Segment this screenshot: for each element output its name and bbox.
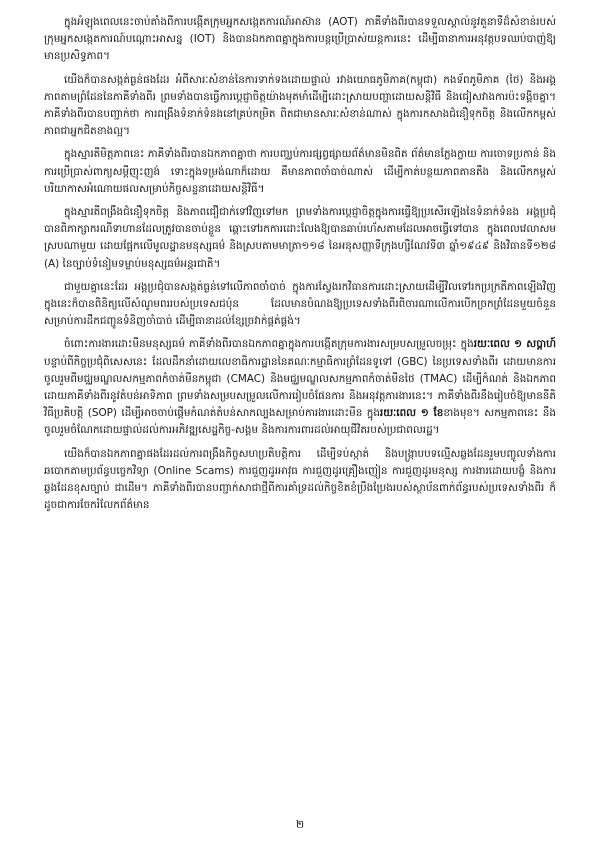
paragraph-detained-soldiers: ក្នុងស្មារតីពង្រឹងជំនឿទុកចិត្ត និងភាពជឿជាក់ទៅវិញទៅមក ព្រមទាំងការប្ដេជ្ញាចិត្តក្នុងការធ្វើឱ្យប្រសើរឡើងនៃទំនាក់ទំនង អង្គប្រជុំបានពិភាក្សាករណីទាហានដែលត្រូវបានចាប់ខ្លួន ឆ្ពោះទៅរកការដោះលែងឱ្យបានឆាប់រហ័សតាមដែលអាចធ្វើទៅបាន ក្នុងពេលវេលាសមស្របណាមួយ ដោយផ្អែកលើមូលដ្ឋានមនុស្សធម៌ និងស្របតាមមាត្រា១១៨ នៃអនុសញ្ញាទីក្រុងហ្សឺណែវទី៣ ឆ្នាំ១៩៤៩ និងវិធានទី១២៨ (A) នៃច្បាប់ទំនៀមទម្លាប់មនុស្សធម៌អន្តរជាតិ។	[44, 206, 556, 270]
paragraph-border-crossings: ជាមួយគ្នានេះដែរ អង្គប្រជុំបានសង្កត់ធ្ងន់ទៅលើភាពចាំបាច់ ក្នុងការស្វែងរកវិធានការដោះស្រាយដើម្បីវិលទៅរកប្រក្រតីភាពឡើងវិញ ក្នុងនេះក៏បានពិនិត្យលើសំណូមពររបស់ប្រទេសជប៉ុន ដែលមានបំណងឱ្យប្រទេសទាំងពីរពិចារណាលើការបើកច្រកព្រំដែនមួយចំនួន សម្រាប់ការដឹកជញ្ជូនទំនិញចាំបាច់ ដើម្បីធានាដល់ខ្សែច្រវាក់ផ្គត់ផ្គង់។	[44, 280, 556, 328]
paragraph-aot-iot: ក្នុងអំឡុងពេលនេះចាប់តាំងពីការបង្កើតក្រុមអ្នកសង្កេតការណ៍អាស៊ាន (AOT) ភាគីទាំងពីរបានទទួលស្គាល់នូវតួនាទីដ៏សំខាន់របស់ក្រុមអ្នកសង្កេតការណ៍បណ្ដោះអាសន្ន (IOT) និងបានឯកភាពគ្នាក្នុងការបន្តប្រើប្រាស់យន្តការនេះ ដើម្បីធានាការអនុវត្តបទឈប់បាញ់ឱ្យមានប្រសិទ្ធភាព។	[44, 16, 556, 63]
paragraph-transnational-crime: យើងក៏បានឯកភាពគ្នាផងដែរដល់ការពង្រឹងកិច្ចសហប្រតិបត្តិការ ដើម្បីទប់ស្កាត់ និងបង្ក្រាបបទល្មើសឆ្លងដែនរួមបញ្ចូលទាំងការឆបោកតាមប្រព័ន្ធបច្ចេកវិទ្យា (Online Scams) ការជួញដូរអាវុធ ការជួញដូរគ្រឿងញៀន ការជួញដូរមនុស្ស ការងារដោយបង្ខំ និងការឆ្លងដែនខុសច្បាប់ ជាដើម។ ភាគីទាំងពីរបានបញ្ជាក់សាជាថ្មីពីការគាំទ្រដល់កិច្ចខិតខំប្រឹងប្រែងរបស់ស្ថាប័នពាក់ព័ន្ធរបស់ប្រទេសទាំងពីរ ក៏ដូចជាការចែករំលែកព័ត៌មាន	[44, 447, 556, 512]
paragraph-demining: ចំពោះការងារដោះមីនមនុស្សធម៌ ភាគីទាំងពីរបានឯកភាពគ្នាក្នុងការបង្កើតក្រុមការងារសម្របសម្រួលចម្រុះ ក្នុងរយៈពេល ១ សប្តាហ៍ បន្ទាប់ពីកិច្ចប្រជុំពិសេសនេះ ដែលដឹកនាំដោយលេខាធិការដ្ឋាននៃគណៈកម្មាធិការព្រំដែនទូទៅ (GBC) នៃប្រទេសទាំងពីរ ដោយមានការចូលរួមពីមជ្ឈមណ្ឌលសកម្មភាពកំចាត់មីនកម្ពុជា (CMAC) និងមជ្ឈមណ្ឌលសកម្មភាពកំចាត់មីនថៃ (TMAC) ដើម្បីកំណត់ និងឯកភាពដោយភាគីទាំងពីរនូវតំបន់អាទិភាព ព្រមទាំងសម្របសម្រួលលើការរៀបចំផែនការ និងអនុវត្តការងារនេះ។ ភាគីទាំងពីរនឹងរៀបចំឱ្យមាននីតិវិធីប្រតិបត្តិ (SOP) ដើម្បីអាចចាប់ផ្ដើមកំណត់តំបន់សាកល្បងសម្រាប់ការងារដោះមីន ក្នុងរយៈពេល ១ ខែខាងមុខ។ សកម្មភាពនេះ នឹងចូលរួមចំណែកដោយផ្ទាល់ដល់ការអភិវឌ្ឍសេដ្ឋកិច្ច-សង្គម និងការការពារដល់អាយុជីវិតរបស់ប្រជាពលរដ្ឋ។	[44, 338, 556, 437]
paragraph-direct-communication: យើងក៏បានសង្កត់ធ្ងន់ផងដែរ អំពីសារៈសំខាន់នៃការទាក់ទងដោយផ្ទាល់ រវាងយោធភូមិភាគ(កម្ពុជា) កងទ័ពភូមិភាគ (ថៃ) និងអង្គភាពតាមព្រំដែននៃភាគីទាំងពីរ ព្រមទាំងបានធ្វើការប្ដេជ្ញាចិត្តយ៉ាងមុតមាំដើម្បីដោះស្រាយបញ្ហាដោយសន្តិវិធី និងជៀសវាងការប៉ះទង្គិចគ្នា។ ភាគីទាំងពីរបានបញ្ជាក់ថា ការពង្រឹងទំនាក់ទំនងនៅគ្រប់កម្រិត ពិតជាមានសារៈសំខាន់ណាស់ ក្នុងការកសាងជំនឿទុកចិត្ត និងលើកកម្ពស់ភាពជាអ្នកជិតខាងល្អ។	[44, 73, 556, 138]
page-number: ២	[295, 818, 305, 831]
emphasis-one-month: រយៈពេល ១ ខែ	[379, 407, 444, 420]
emphasis-one-week: រយៈពេល ១ សប្តាហ៍	[473, 338, 556, 351]
paragraph-disinformation: ក្នុងស្មារតីមិត្តភាពនេះ ភាគីទាំងពីរបានឯកភាពគ្នាថា ការបញ្ឈប់ការផ្សព្វផ្សាយព័ត៌មានមិនពិត ព័ត៌មានក្លែងក្លាយ ការចោទប្រកាន់ និងការប្រើប្រាស់ពាក្យសម្ដីញុះញង់ ទោះក្នុងទម្រង់ណាក៏ដោយ គឺមានភាពចាំបាច់ណាស់ ដើម្បីកាត់បន្ថយភាពតានតឹង និងលើកកម្ពស់បរិយាកាសអំណោយផលសម្រាប់កិច្ចសន្ទនាដោយសន្តិវិធី។	[44, 148, 556, 195]
